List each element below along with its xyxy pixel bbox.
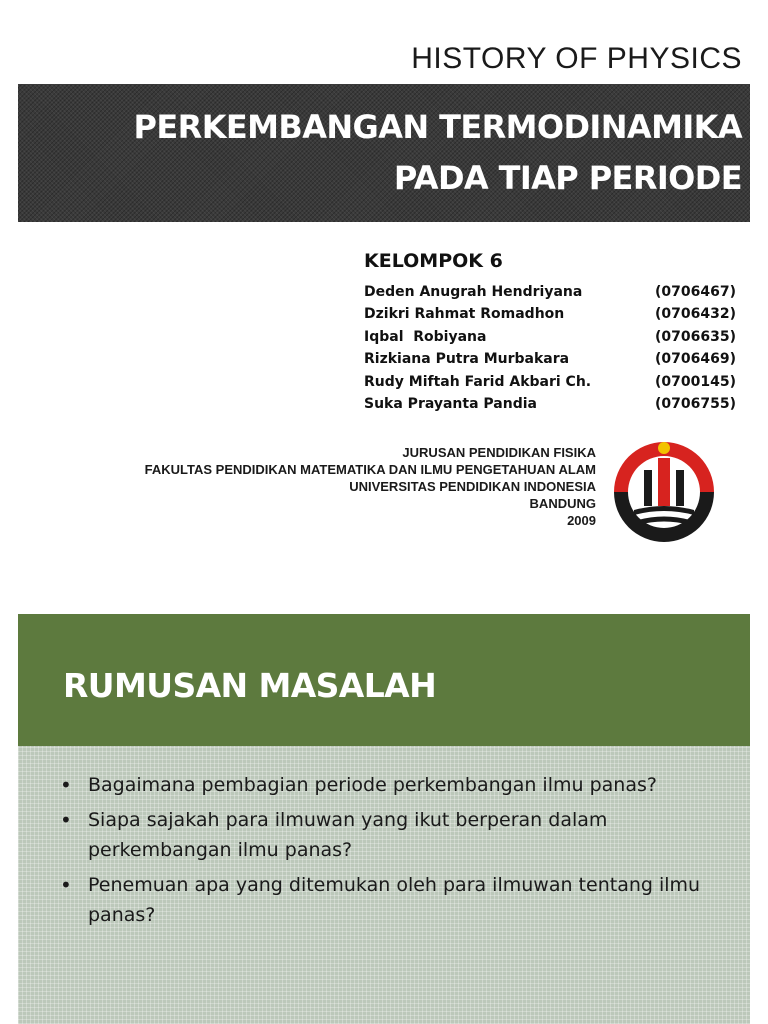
course-title: HISTORY OF PHYSICS bbox=[411, 42, 742, 75]
main-title-line-1: PERKEMBANGAN TERMODINAMIKA bbox=[133, 108, 742, 146]
faculty-line: FAKULTAS PENDIDIKAN MATEMATIKA DAN ILMU PENGETAHUAN ALAM bbox=[144, 462, 596, 477]
member-row bbox=[364, 371, 736, 393]
member-list bbox=[364, 281, 736, 415]
member-id: (0706635) bbox=[655, 328, 736, 345]
bullet-item: • Bagaimana pembagian periode perkembangan ilmu panas? bbox=[58, 770, 738, 800]
bullet-item: • Penemuan apa yang ditemukan oleh para ilmuwan tentang ilmu panas? bbox=[58, 870, 738, 930]
title-banner bbox=[18, 84, 750, 222]
department-line: JURUSAN PENDIDIKAN FISIKA bbox=[402, 445, 596, 460]
city-line: BANDUNG bbox=[529, 496, 596, 511]
member-row bbox=[364, 326, 736, 348]
member-row bbox=[364, 393, 736, 415]
section-heading: RUMUSAN MASALAH bbox=[63, 666, 437, 705]
member-id: (0700145) bbox=[655, 373, 736, 390]
main-title-line-2: PADA TIAP PERIODE bbox=[393, 159, 742, 197]
year-line: 2009 bbox=[567, 513, 596, 528]
section-header bbox=[18, 614, 750, 746]
group-heading: KELOMPOK 6 bbox=[364, 250, 503, 272]
member-id: (0706469) bbox=[655, 351, 736, 368]
problem-slide bbox=[18, 614, 750, 1024]
member-id: (0706432) bbox=[655, 306, 736, 323]
content-area bbox=[18, 746, 750, 1024]
member-name: Rizkiana Putra Murbakara bbox=[364, 351, 570, 368]
university-logo-icon bbox=[610, 436, 718, 544]
member-name: Suka Prayanta Pandia bbox=[364, 395, 537, 412]
member-name: Dzikri Rahmat Romadhon bbox=[364, 306, 565, 323]
institution-block bbox=[145, 444, 596, 529]
member-name: Iqbal Robiyana bbox=[364, 328, 487, 345]
bullet-item: • Siapa sajakah para ilmuwan yang ikut berperan dalam perkembangan ilmu panas? bbox=[58, 805, 738, 865]
member-id: (0706755) bbox=[655, 395, 736, 412]
university-line: UNIVERSITAS PENDIDIKAN INDONESIA bbox=[349, 479, 596, 494]
member-row bbox=[364, 303, 736, 325]
member-name: Deden Anugrah Hendriyana bbox=[364, 284, 583, 300]
member-id: (0706467) bbox=[655, 284, 736, 300]
member-row bbox=[364, 281, 736, 303]
member-row bbox=[364, 348, 736, 370]
member-name: Rudy Miftah Farid Akbari Ch. bbox=[364, 373, 592, 390]
bullet-list bbox=[58, 770, 738, 935]
